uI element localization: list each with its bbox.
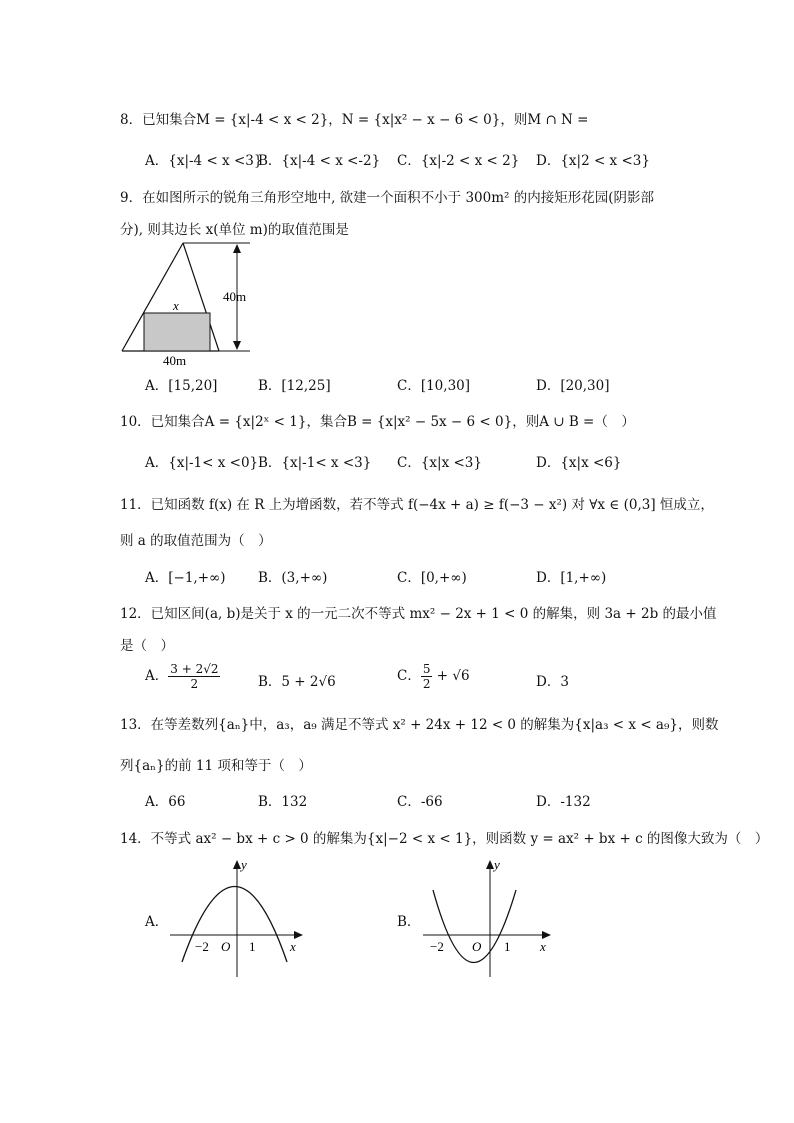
question-11-stem-line1: 11．已知函数 f(x) 在 R 上为增函数，若不等式 f(−4x + a) ≥ f(−3 − x²) 对 ∀x ∈ (0,3] 恒成立， [120, 497, 714, 513]
q8-option-a[interactable]: A．{x|-4 < x <3} [145, 153, 263, 169]
q11-option-d[interactable]: D．[1,+∞) [536, 570, 607, 586]
q12-option-c-label: C． [397, 668, 421, 684]
y-axis-arrow-icon [233, 860, 241, 869]
q8-option-d[interactable]: D．{x|2 < x <3} [536, 153, 650, 169]
question-9-stem-line2: 分), 则其边长 x(单位 m)的取值范围是 [120, 222, 349, 238]
q14-graph-a[interactable] [165, 855, 315, 980]
q12-option-c-tail: + √6 [436, 668, 470, 684]
q9-option-b[interactable]: B．[12,25] [258, 378, 331, 394]
q10-option-a[interactable]: A．{x|-1< x <0} [145, 455, 259, 471]
label-origin: O [472, 939, 482, 954]
q12-option-a-fraction [168, 662, 220, 691]
question-9-stem-line1: 9．在如图所示的锐角三角形空地中, 欲建一个面积不小于 300m² 的内接矩形花园(阴影部 [120, 190, 655, 206]
q12-option-b[interactable]: B．5 + 2√6 [258, 674, 336, 690]
q12-option-a[interactable] [145, 662, 220, 691]
label-neg2: −2 [195, 939, 209, 954]
q13-option-b[interactable]: B．132 [258, 794, 308, 810]
x-axis-arrow-icon [542, 931, 551, 939]
q14-option-a-label[interactable]: A． [145, 914, 169, 930]
label-neg2: −2 [430, 939, 444, 954]
q9-option-a[interactable]: A．[15,20] [145, 378, 218, 394]
label-y: y [241, 857, 247, 872]
label-height: 40m [223, 289, 247, 304]
fraction-denominator: 2 [422, 677, 431, 691]
q10-option-c[interactable]: C．{x|x <3} [397, 455, 482, 471]
question-13-stem-line1: 13．在等差数列{aₙ}中，a₃，a₉ 满足不等式 x² + 24x + 12 < 0 的解集为{x|a₃ < x < a₉}，则数 [120, 717, 719, 733]
label-x: x [540, 939, 546, 954]
fraction-numerator: 3 + 2√2 [170, 662, 219, 676]
fraction-numerator: 5 [422, 662, 431, 676]
question-13-stem-line2: 列{aₙ}的前 11 项和等于（ ） [120, 758, 312, 774]
question-12-stem-line2: 是（ ） [120, 638, 174, 654]
question-8-stem: 8．已知集合M = {x|-4 < x < 2}，N = {x|x² − x − 6 < 0}，则M ∩ N = [120, 112, 589, 128]
q9-triangle-figure [115, 238, 265, 368]
label-x: x [173, 298, 179, 313]
q11-option-c[interactable]: C．[0,+∞) [397, 570, 467, 586]
question-14-stem: 14．不等式 ax² − bx + c > 0 的解集为{x|−2 < x < 1}，则函数 y = ax² + bx + c 的图像大致为（ ） [120, 831, 769, 847]
question-12-stem-line1: 12．已知区间(a, b)是关于 x 的一元二次不等式 mx² − 2x + 1 < 0 的解集，则 3a + 2b 的最小值 [120, 606, 717, 622]
q12-option-d[interactable]: D．3 [536, 674, 569, 690]
shaded-rectangle [144, 313, 210, 351]
y-axis-arrow-icon [486, 860, 494, 869]
label-base: 40m [163, 353, 187, 368]
question-11-stem-line2: 则 a 的取值范围为（ ） [120, 533, 272, 549]
q14-option-b-label[interactable]: B． [397, 914, 421, 930]
q12-option-a-label: A． [145, 668, 169, 684]
label-x: x [290, 939, 296, 954]
q13-option-a[interactable]: A．66 [145, 794, 186, 810]
q12-option-c[interactable] [397, 662, 470, 691]
q14-graph-b[interactable] [418, 855, 568, 980]
arrow-up-icon [233, 244, 241, 253]
q10-option-d[interactable]: D．{x|x <6} [536, 455, 622, 471]
q8-option-c[interactable]: C．{x|-2 < x < 2} [397, 153, 520, 169]
question-10-stem: 10．已知集合A = {x|2ˣ < 1}，集合B = {x|x² − 5x − 6 < 0}，则A ∪ B =（ ） [120, 414, 635, 430]
q8-option-b[interactable]: B．{x|-4 < x <-2} [258, 153, 381, 169]
q13-option-d[interactable]: D．-132 [536, 794, 591, 810]
fraction-denominator: 2 [190, 677, 199, 691]
arrow-down-icon [233, 341, 241, 350]
q12-option-c-fraction [421, 662, 433, 691]
q11-option-b[interactable]: B．(3,+∞) [258, 570, 328, 586]
q10-option-b[interactable]: B．{x|-1< x <3} [258, 455, 372, 471]
label-1: 1 [249, 939, 256, 954]
label-origin: O [221, 939, 231, 954]
label-y: y [494, 857, 500, 872]
q13-option-c[interactable]: C．-66 [397, 794, 443, 810]
x-axis-arrow-icon [294, 931, 303, 939]
q9-option-c[interactable]: C．[10,30] [397, 378, 471, 394]
q11-option-a[interactable]: A．[−1,+∞) [145, 570, 226, 586]
label-1: 1 [504, 939, 511, 954]
q9-option-d[interactable]: D．[20,30] [536, 378, 610, 394]
